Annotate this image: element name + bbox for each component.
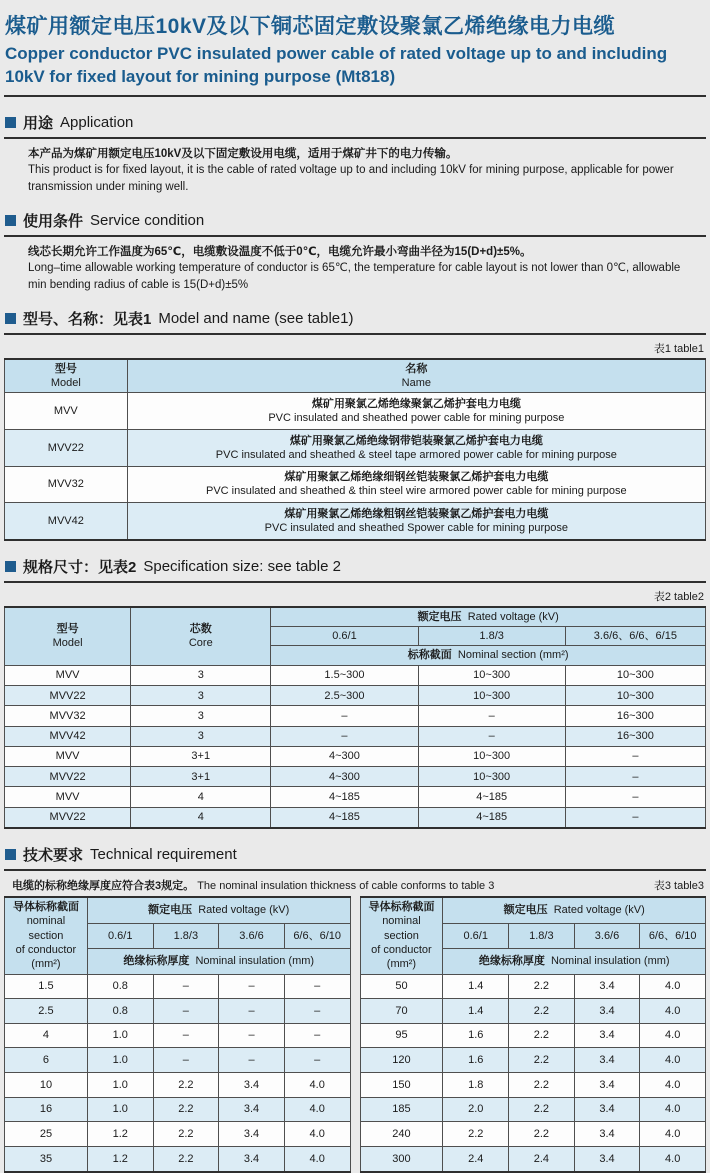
table-row [360,1023,706,1048]
col-header-rated-voltage: 额定电压 Rated voltage (kV) [271,607,706,627]
name-cell: 煤矿用聚氯乙烯绝缘聚氯乙烯护套电力电缆 PVC insulated and sheathed power cable for mining purpose [127,393,705,430]
value-cell: 1.4 [443,999,509,1024]
value-cell: 2.5 [5,999,88,1024]
value-cell: 3.4 [219,1073,285,1098]
service-body-en: Long–time allowable working temperature of conductor is 65℃, the temperature for cable layout is not lower than 0℃, allowable min bending radius of cable is 15(D+d)±5% [28,262,681,291]
section-divider [4,333,706,335]
table-row [360,999,706,1024]
col-header-voltage-3: 3.6/6 [574,923,640,948]
value-cell: MVV32 [5,706,131,726]
table-row [5,393,706,430]
section-divider [4,137,706,139]
col-header-voltage-1: 0.6/1 [443,923,509,948]
value-cell: 4~300 [271,767,418,787]
table-header-row [5,607,706,627]
value-cell: 1.6 [443,1048,509,1073]
value-cell: MVV [5,787,131,807]
value-cell: 185 [360,1097,443,1122]
section-heading-en: Specification size: see table 2 [143,557,341,575]
col-header-nominal-section: 标称截面 Nominal section (mm²) [271,646,706,665]
value-cell: 4.0 [640,1146,706,1171]
value-cell: 2.2 [509,1122,575,1147]
service-body-zh: 线芯长期允许工作温度为65℃，电缆敷设温度不低于0℃，电缆允许最小弯曲半径为15(D+d)±5%。 [28,245,532,258]
value-cell: 4.0 [640,1048,706,1073]
value-cell: 1.2 [87,1146,153,1171]
value-cell: – [153,1023,219,1048]
section-divider [4,235,706,237]
table-row [5,1048,351,1073]
section-service-condition [4,210,706,293]
value-cell: 2.2 [509,1073,575,1098]
value-cell: 4.0 [640,974,706,999]
table2-specification [4,606,706,829]
value-cell: 1.8 [443,1073,509,1098]
value-cell: – [565,746,705,766]
value-cell: 2.2 [509,999,575,1024]
value-cell: 3+1 [131,746,271,766]
value-cell: 1.0 [87,1048,153,1073]
value-cell: 3.4 [574,1048,640,1073]
section-heading-service [5,210,706,231]
table-row [360,1073,706,1098]
value-cell: 4~185 [271,807,418,828]
section-heading-zh: 规格尺寸：见表2 [23,558,137,576]
section-heading-en: Technical requirement [90,846,237,864]
value-cell: 2.4 [443,1146,509,1171]
col-header-nominal-insulation: 绝缘标称厚度 Nominal insulation (mm) [443,949,706,974]
section-model-name [4,308,706,541]
table-row [5,999,351,1024]
table-row [360,1146,706,1171]
value-cell: 1.4 [443,974,509,999]
value-cell: 4.0 [284,1073,350,1098]
value-cell: 3.4 [219,1122,285,1147]
value-cell: 10~300 [418,746,565,766]
table-header-row [5,897,351,923]
value-cell: 3 [131,706,271,726]
value-cell: MVV22 [5,686,131,706]
section-heading-application [5,112,706,133]
value-cell: 2.2 [153,1097,219,1122]
table-row [360,1097,706,1122]
table-row [5,1146,351,1171]
model-cell: MVV22 [5,430,128,467]
value-cell: 120 [360,1048,443,1073]
col-header-model: 型号 Model [5,607,131,665]
table3-note-en: The nominal insulation thickness of cable conforms to table 3 [197,880,495,893]
table-row [5,746,706,766]
value-cell: 4.0 [640,1023,706,1048]
table-row [5,503,706,540]
table-row [360,1122,706,1147]
value-cell: 4~185 [418,787,565,807]
value-cell: 50 [360,974,443,999]
value-cell: – [284,1048,350,1073]
section-heading-zh: 使用条件 [23,212,84,230]
table-header-row [360,897,706,923]
value-cell: 2.2 [509,1097,575,1122]
value-cell: 2.2 [509,1048,575,1073]
service-body [28,244,683,293]
value-cell: 3.4 [574,1146,640,1171]
value-cell: 3 [131,726,271,746]
value-cell: 95 [360,1023,443,1048]
value-cell: 3.4 [574,1097,640,1122]
value-cell: 3 [131,686,271,706]
value-cell: MVV [5,746,131,766]
section-heading-spec [5,556,706,577]
table-row [5,1122,351,1147]
value-cell: 4~185 [271,787,418,807]
application-body-zh: 本产品为煤矿用额定电压10kV及以下固定敷设用电缆，适用于煤矿井下的电力传输。 [28,147,458,160]
value-cell: 3.4 [574,1122,640,1147]
table3-container [4,896,706,1165]
value-cell: 1.5 [5,974,88,999]
value-cell: 10~300 [565,665,705,685]
name-cell: 煤矿用聚氯乙烯绝缘钢带铠装聚氯乙烯护套电力电缆 PVC insulated and sheathed & steel tape armored power cable for mining purpose [127,430,705,467]
table-row [5,430,706,467]
value-cell: 2.2 [509,1023,575,1048]
col-header-voltage-4: 6/6、6/10 [640,923,706,948]
col-header-name: 名称 Name [127,359,705,393]
value-cell: – [219,1048,285,1073]
section-heading-model [5,308,706,329]
value-cell: 1.2 [87,1122,153,1147]
value-cell: – [153,1048,219,1073]
col-header-nominal-insulation: 绝缘标称厚度 Nominal insulation (mm) [87,949,350,974]
value-cell: 2.2 [153,1122,219,1147]
value-cell: – [219,999,285,1024]
col-header-voltage-4: 6/6、6/10 [284,923,350,948]
table-row [5,1097,351,1122]
value-cell: 0.8 [87,974,153,999]
value-cell: 4 [131,807,271,828]
value-cell: 4.0 [640,999,706,1024]
application-body-en: This product is for fixed layout, it is the cable of rated voltage up to and including 10kV for mining purpose, applicable for power transmission under mining well. [28,164,674,193]
value-cell: 1.6 [443,1023,509,1048]
table-row [5,974,351,999]
value-cell: 4~185 [418,807,565,828]
value-cell: 3.4 [219,1097,285,1122]
value-cell: MVV22 [5,807,131,828]
value-cell: 2.2 [153,1073,219,1098]
table-row [5,1023,351,1048]
value-cell: 4.0 [640,1122,706,1147]
section-heading-en: Application [60,113,134,131]
value-cell: 1.0 [87,1073,153,1098]
value-cell: 240 [360,1122,443,1147]
col-header-core: 芯数 Core [131,607,271,665]
value-cell: 3.4 [574,1023,640,1048]
value-cell: – [565,807,705,828]
col-header-model: 型号 Model [5,359,128,393]
value-cell: 10~300 [418,665,565,685]
section-heading-zh: 用途 [23,114,54,132]
value-cell: – [284,974,350,999]
table-row [5,787,706,807]
value-cell: 2.4 [509,1146,575,1171]
value-cell: – [565,767,705,787]
value-cell: 70 [360,999,443,1024]
value-cell: 4.0 [284,1122,350,1147]
table1-label: 表1 table1 [653,342,704,355]
name-cell: 煤矿用聚氯乙烯绝缘粗钢丝铠装聚氯乙烯护套电力电缆 PVC insulated and sheathed Spower cable for mining purpose [127,503,705,540]
value-cell: – [565,787,705,807]
section-technical-requirement [4,844,706,1165]
section-divider [4,869,706,871]
table1-model-name [4,358,706,541]
col-header-voltage-3: 3.6/6 [219,923,285,948]
section-heading-tech [5,844,706,865]
col-header-voltage-3: 3.6/6、6/6、6/15 [565,627,705,646]
value-cell: – [271,706,418,726]
value-cell: 16 [5,1097,88,1122]
value-cell: – [284,999,350,1024]
col-header-voltage-2: 1.8/3 [418,627,565,646]
model-cell: MVV32 [5,466,128,503]
col-header-rated-voltage: 额定电压 Rated voltage (kV) [443,897,706,923]
section-bullet-icon [5,215,16,226]
value-cell: – [153,999,219,1024]
table3-label: 表3 table3 [653,880,704,893]
value-cell: – [153,974,219,999]
section-bullet-icon [5,313,16,324]
value-cell: 2.0 [443,1097,509,1122]
value-cell: 3.4 [574,1073,640,1098]
value-cell: 4.0 [640,1073,706,1098]
section-heading-en: Service condition [90,211,205,229]
value-cell: 4~300 [271,746,418,766]
col-header-rated-voltage: 额定电压 Rated voltage (kV) [87,897,350,923]
table3-note [4,877,494,893]
value-cell: 300 [360,1146,443,1171]
value-cell: 4.0 [284,1097,350,1122]
value-cell: 0.8 [87,999,153,1024]
value-cell: MVV42 [5,726,131,746]
value-cell: 6 [5,1048,88,1073]
value-cell: 2.2 [153,1146,219,1171]
table2-label: 表2 table2 [653,590,704,603]
table-row [5,706,706,726]
value-cell: 150 [360,1073,443,1098]
value-cell: – [271,726,418,746]
table3-note-zh: 电缆的标称绝缘厚度应符合表3规定。 [12,880,195,893]
name-cell: 煤矿用聚氯乙烯绝缘细钢丝铠装聚氯乙烯护套电力电缆 PVC insulated and sheathed & thin steel wire armored power cable for mining purpose [127,466,705,503]
value-cell: 16~300 [565,706,705,726]
table-row [5,686,706,706]
col-header-voltage-1: 0.6/1 [271,627,418,646]
table-row [5,1073,351,1098]
value-cell: 1.5~300 [271,665,418,685]
table-row [5,466,706,503]
value-cell: – [418,726,565,746]
section-specification [4,556,706,829]
col-header-conductor-section: 导体标称截面 nominal section of conductor (mm²) [360,897,443,974]
value-cell: 4 [131,787,271,807]
table-row [5,665,706,685]
value-cell: 10~300 [418,767,565,787]
value-cell: 3 [131,665,271,685]
page-title-en: Copper conductor PVC insulated power cable of rated voltage up to and including 10kV for fixed layout for mining purpose (Mt818) [5,44,668,86]
col-header-conductor-section: 导体标称截面 nominal section of conductor (mm²) [5,897,88,974]
section-bullet-icon [5,849,16,860]
value-cell: 16~300 [565,726,705,746]
value-cell: 1.0 [87,1023,153,1048]
value-cell: 25 [5,1122,88,1147]
page-title-zh: 煤矿用额定电压10kV及以下铜芯固定敷设聚氯乙烯绝缘电力电缆 [5,15,616,38]
value-cell: 2.5~300 [271,686,418,706]
value-cell: 3.4 [219,1146,285,1171]
table-row [360,1048,706,1073]
value-cell: MVV [5,665,131,685]
value-cell: 10 [5,1073,88,1098]
model-cell: MVV [5,393,128,430]
value-cell: 3.4 [574,999,640,1024]
section-heading-en: Model and name (see table1) [158,309,354,327]
value-cell: – [219,974,285,999]
value-cell: 3.4 [574,974,640,999]
value-cell: 2.2 [509,974,575,999]
table3-note-row [4,877,704,893]
value-cell: 4 [5,1023,88,1048]
section-heading-zh: 型号、名称：见表1 [23,310,152,328]
section-application [4,112,706,195]
value-cell: 4.0 [640,1097,706,1122]
col-header-voltage-2: 1.8/3 [153,923,219,948]
col-header-voltage-2: 1.8/3 [509,923,575,948]
title-divider [4,95,706,97]
value-cell: MVV22 [5,767,131,787]
value-cell: 3+1 [131,767,271,787]
table3-left [4,896,351,1172]
table-row [5,726,706,746]
value-cell: – [219,1023,285,1048]
table-row [5,807,706,828]
section-divider [4,581,706,583]
value-cell: 2.2 [443,1122,509,1147]
model-cell: MVV42 [5,503,128,540]
table3-right [360,896,707,1172]
table-row [5,767,706,787]
section-heading-zh: 技术要求 [23,847,84,865]
section-bullet-icon [5,561,16,572]
value-cell: 35 [5,1146,88,1171]
table-row [360,974,706,999]
value-cell: 10~300 [565,686,705,706]
value-cell: – [418,706,565,726]
application-body [28,146,683,195]
value-cell: – [284,1023,350,1048]
value-cell: 1.0 [87,1097,153,1122]
col-header-voltage-1: 0.6/1 [87,923,153,948]
value-cell: 10~300 [418,686,565,706]
section-bullet-icon [5,117,16,128]
table-header-row [5,359,706,393]
value-cell: 4.0 [284,1146,350,1171]
